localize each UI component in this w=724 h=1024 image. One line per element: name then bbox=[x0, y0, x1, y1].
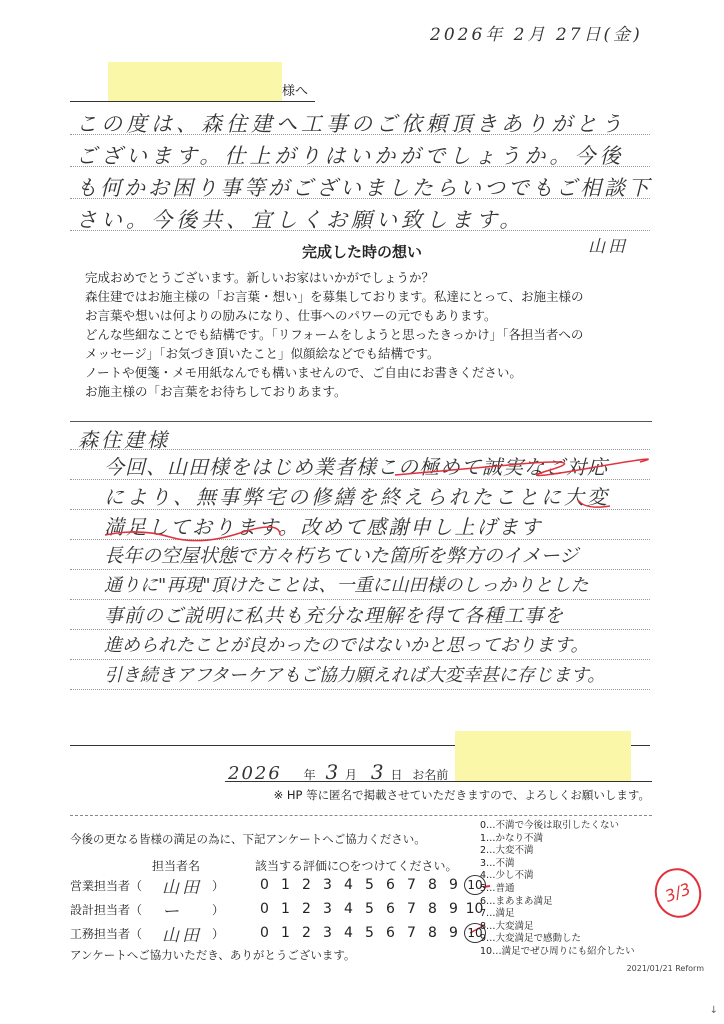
rating-scale[interactable] bbox=[254, 923, 486, 943]
person-name: 山田 bbox=[162, 925, 202, 946]
salutation-suffix: 様へ bbox=[282, 84, 309, 99]
letter-line: この度は、森住建へ工事のご依頼頂きありがとう bbox=[76, 112, 626, 136]
rating-option-2[interactable]: 2 bbox=[302, 877, 311, 893]
divider bbox=[70, 815, 652, 816]
legend-item: 1…かなり不満 bbox=[480, 832, 544, 844]
rating-option-8[interactable]: 8 bbox=[428, 877, 437, 893]
rating-option-6[interactable]: 6 bbox=[386, 877, 395, 893]
day-label: 日 bbox=[390, 768, 403, 782]
col-person: 担当者名 bbox=[152, 859, 201, 873]
paragraph-line: 完成おめでとうございます。新しいお家はいかがでしょうか？ bbox=[85, 270, 435, 285]
rating-option-0[interactable]: 0 bbox=[260, 877, 269, 893]
paren: ） bbox=[212, 878, 225, 893]
rating-option-3[interactable]: 3 bbox=[323, 901, 332, 917]
reply-line: 長年の空屋状態で方々朽ちていた箇所を弊方のイメージ bbox=[104, 545, 579, 567]
survey-thanks: アンケートへご協力いただき、ありがとうございます。 bbox=[70, 948, 356, 962]
reply-line: 進められたことが良かったのではないかと思っております。 bbox=[104, 635, 589, 656]
rating-option-4[interactable]: 4 bbox=[344, 925, 353, 941]
rating-option-9[interactable]: 9 bbox=[449, 901, 458, 917]
rating-scale[interactable] bbox=[254, 901, 485, 917]
reply-line: 引き続きアフターケアもご協力願えれば大変幸甚に存じます。 bbox=[104, 665, 606, 686]
reply-line: 森住建様 bbox=[78, 428, 170, 452]
rating-option-2[interactable]: 2 bbox=[302, 925, 311, 941]
reply-line: により、無事弊宅の修繕を終えられたことに大変 bbox=[104, 485, 610, 509]
rating-option-10[interactable]: 10 bbox=[465, 901, 484, 917]
month-label: 月 bbox=[345, 768, 358, 782]
rating-option-7[interactable]: 7 bbox=[407, 877, 416, 893]
approval-stamp: 3/3 bbox=[648, 862, 708, 925]
rating-option-9[interactable]: 9 bbox=[449, 925, 458, 941]
letter-line: も何かお困り事等がございましたらいつでもご相談下 bbox=[76, 176, 652, 200]
rating-option-10[interactable]: 10 bbox=[464, 923, 486, 943]
role-label: 設計担当者（ bbox=[70, 902, 143, 917]
letter-signature: 山田 bbox=[588, 237, 628, 257]
rating-option-1[interactable]: 1 bbox=[281, 901, 290, 917]
year-label: 年 bbox=[303, 768, 316, 782]
letter-date: 2026年 2月 27日(金) bbox=[430, 25, 643, 45]
rating-option-0[interactable]: 0 bbox=[260, 925, 269, 941]
legend-item: 0…不満で今後は取引したくない bbox=[480, 820, 620, 831]
rating-option-6[interactable]: 6 bbox=[386, 925, 395, 941]
legend-item: 9…大変満足で感動した bbox=[480, 933, 582, 945]
rating-option-5[interactable]: 5 bbox=[365, 901, 374, 917]
name-label: お名前 bbox=[412, 768, 449, 782]
name-underline bbox=[225, 781, 652, 782]
rating-option-0[interactable]: 0 bbox=[260, 901, 269, 917]
letter-line: さい。今後共、宜しくお願い致します。 bbox=[76, 208, 525, 232]
survey-intro: 今後の更なる皆様の満足の為に、下記アンケートへご協力ください。 bbox=[70, 832, 426, 846]
survey-row-construction bbox=[70, 922, 486, 944]
paragraph-line: メッセージ」「お気づき頂いたこと」似顔絵などでも結構です。 bbox=[85, 346, 440, 361]
person-name: 山田 bbox=[162, 877, 202, 898]
person-name: ー bbox=[162, 901, 182, 922]
rating-option-1[interactable]: 1 bbox=[281, 877, 290, 893]
legend-item: 4…少し不満 bbox=[480, 870, 534, 882]
paragraph-line: どんな些細なことでも結構です。「リフォームをしようと思ったきっかけ」「各担当者への bbox=[85, 327, 584, 342]
paragraph-line: お言葉や想いは何よりの励みになり、仕事へのパワーの元でもあります。 bbox=[85, 308, 497, 323]
rating-option-8[interactable]: 8 bbox=[428, 925, 437, 941]
paragraph-line: ノートや便箋・メモ用紙なんでも構いませんので、ご自由にお書きください。 bbox=[85, 365, 522, 380]
role-label: 工務担当者（ bbox=[70, 926, 143, 941]
publication-note: ※ HP 等に匿名で掲載させていただきますので、よろしくお願いします。 bbox=[273, 788, 650, 802]
legend-item: 5…普通 bbox=[480, 882, 515, 894]
role-label: 営業担当者（ bbox=[70, 878, 143, 893]
survey-row-sales bbox=[70, 874, 486, 896]
legend-item: 2…大変不満 bbox=[480, 845, 534, 857]
rating-option-7[interactable]: 7 bbox=[407, 925, 416, 941]
rating-option-5[interactable]: 5 bbox=[365, 925, 374, 941]
paren: ） bbox=[212, 902, 225, 917]
reply-line: 満足しております。改めて感謝申し上げます bbox=[104, 515, 543, 539]
legend-item: 3…不満 bbox=[480, 857, 515, 869]
reply-line: 通りに"再現"頂けたことは、一重に山田様のしっかりとした bbox=[104, 575, 589, 596]
letter-line: ございます。仕上がりはいかがでしょうか。今後 bbox=[76, 144, 625, 168]
legend-item: 8…大変満足 bbox=[480, 920, 534, 932]
rating-option-7[interactable]: 7 bbox=[407, 901, 416, 917]
reply-line: 事前のご説明に私共も充分な理解を得て各種工事を bbox=[104, 605, 565, 627]
rating-option-4[interactable]: 4 bbox=[344, 877, 353, 893]
paragraph-line: お施主様の「お言葉をお待ちしておりあます。 bbox=[85, 384, 347, 399]
legend-item: 10…満足でぜひ周りにも紹介したい bbox=[480, 945, 635, 957]
day-value: 3 bbox=[370, 760, 387, 784]
form-version: 2021/01/21 Reform bbox=[626, 964, 704, 973]
month-value: 3 bbox=[325, 760, 342, 784]
legend-item: 7…満足 bbox=[480, 908, 515, 920]
rating-option-3[interactable]: 3 bbox=[323, 925, 332, 941]
arrow-down-icon: ↓ bbox=[709, 1005, 718, 1016]
paren: ） bbox=[212, 926, 225, 941]
rating-option-3[interactable]: 3 bbox=[323, 877, 332, 893]
col-rating: 該当する評価に○をつけてください。 bbox=[255, 859, 458, 873]
rating-option-6[interactable]: 6 bbox=[386, 901, 395, 917]
rating-option-2[interactable]: 2 bbox=[302, 901, 311, 917]
rating-option-5[interactable]: 5 bbox=[365, 877, 374, 893]
rating-option-8[interactable]: 8 bbox=[428, 901, 437, 917]
rating-option-9[interactable]: 9 bbox=[449, 877, 458, 893]
rating-scale[interactable] bbox=[254, 875, 486, 895]
rating-option-10[interactable]: 10 bbox=[464, 875, 486, 895]
rating-legend bbox=[480, 820, 635, 959]
rating-option-1[interactable]: 1 bbox=[281, 925, 290, 941]
survey-row-design bbox=[70, 898, 485, 920]
paragraph-line: 森住建ではお施主様の「お言葉・想い」を募集しております。私達にとって、お施主様の bbox=[85, 289, 584, 304]
redacted-name bbox=[455, 731, 631, 781]
section-title: 完成した時の想い bbox=[301, 243, 422, 261]
rating-option-4[interactable]: 4 bbox=[344, 901, 353, 917]
reply-line: 今回、山田様をはじめ業者様この極めて誠実なご対応 bbox=[104, 455, 608, 479]
legend-item: 6…まあまあ満足 bbox=[480, 895, 553, 907]
year-value: 2026 bbox=[228, 763, 282, 784]
